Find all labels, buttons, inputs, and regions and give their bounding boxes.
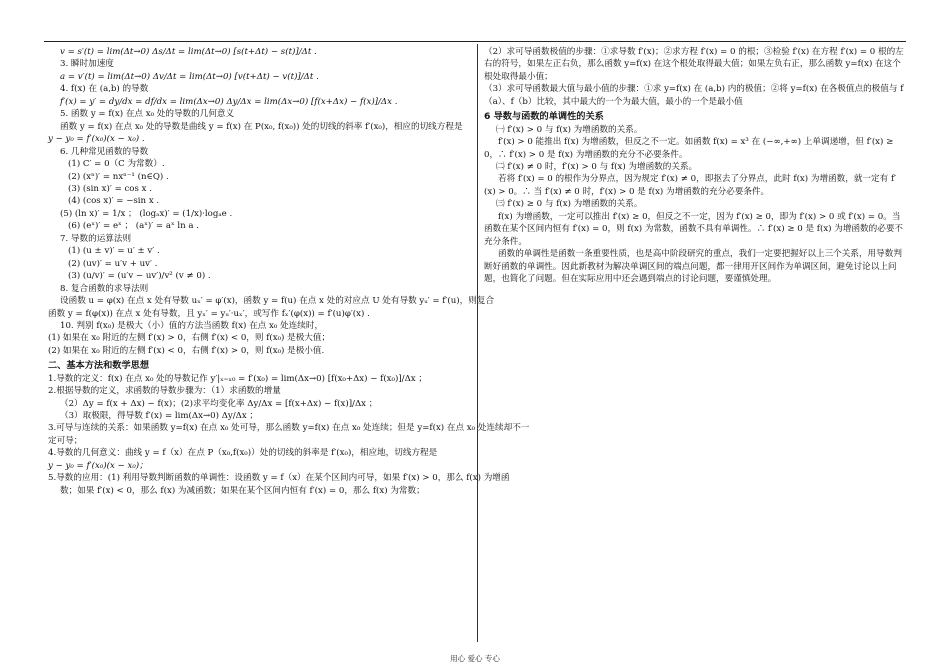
text-line: 5. 函数 y = f(x) 在点 x₀ 处的导数的几何意义: [60, 109, 235, 120]
text-line: (2) (xⁿ)′ = nxⁿ⁻¹ (n∈Q) .: [68, 171, 169, 182]
text-line: 3. 瞬时加速度: [60, 59, 114, 70]
text-paragraph: 若将 f′(x) = 0 的根作为分界点，因为规定 f′(x) ≠ 0，即抠去了分界点，此时 f(x) 为增函数，就一定有 f′(x) > 0。∴ 当 f′(x) ≠ 0 时，f′(x) > 0 是 f(x) 为增函数的充分必要条件。: [484, 174, 897, 197]
text-line: 数；如果 f′(x) < 0，那么 f(x) 为减函数；如果在某个区间内恒有 f′(x) = 0，那么 f(x) 为常数；: [60, 485, 425, 496]
text-line: v = s′(t) = lim(Δt→0) Δs/Δt = lim(Δt→0) [s(t+Δt) − s(t)]/Δt .: [60, 47, 317, 57]
text-line: 2.根据导数的定义，求函数的导数步骤为：（1）求函数的增量: [48, 386, 281, 397]
column-divider: [477, 44, 478, 642]
text-line: (3) (u/v)′ = (u′v − uv′)/v² (v ≠ 0) .: [68, 271, 211, 282]
text-paragraph: ㈢ f′(x) ≥ 0 与 f(x) 为增函数的关系。: [496, 199, 643, 210]
text-line: 函数 y = f(φ(x)) 在点 x 处有导数，且 yₓ′ = yᵤ′·uₓ′，或写作 fₓ′(φ(x)) = f′(u)φ′(x) .: [48, 308, 370, 319]
text-line: 5.导数的应用：(1) 利用导数判断函数的单调性：设函数 y = f（x）在某个区间内可导，如果 f′(x) > 0，那么 f(x) 为增函: [48, 473, 510, 484]
text-line: 10. 判别 f(x₀) 是极大（小）值的方法当函数 f(x) 在点 x₀ 处连续时，: [60, 320, 324, 331]
text-line: (4) (cos x)′ = −sin x .: [68, 196, 160, 207]
text-paragraph: （2）求可导函数极值的步骤：①求导数 f′(x)；②求方程 f′(x) = 0 的根；③检验 f′(x) 在方程 f′(x) = 0 根的左右的符号，如果左正右负，那么函数 y=f(x) 在这个根处取得最大值；如果左负右正，那么函数 y=f(x) 在这个根处取得最小值；: [484, 47, 904, 82]
text-paragraph: 函数的单调性是函数一条重要性质，也是高中阶段研究的重点，我们一定要把握好以上三个关系，用导数判断好函数的单调性。因此新教材为解决单调区间的端点问题，都一律用开区间作为单调区间，避免讨论以上问题，也简化了问题。但在实际应用中还会遇到端点的讨论问题，要谨慎处理。: [484, 249, 902, 285]
text-paragraph: ㈡ f′(x) ≠ 0 时，f′(x) > 0 与 f(x) 为增函数的关系。: [496, 161, 698, 172]
text-line: 4.导数的几何意义：曲线 y = f（x）在点 P（x₀,f(x₀)）处的切线的斜率是 f′(x₀)，相应地，切线方程是: [48, 448, 438, 459]
right-column: [484, 46, 904, 286]
text-line: a = v′(t) = lim(Δt→0) Δv/Δt = lim(Δt→0) [v(t+Δt) − v(t)]/Δt .: [60, 71, 319, 82]
section-heading: 6 导数与函数的单调性的关系: [484, 111, 604, 123]
text-line: (1) C′ = 0（C 为常数）.: [68, 159, 165, 170]
text-line: (5) (ln x)′ = 1/x ； (logₐx)′ = (1/x)·logₐe .: [60, 208, 233, 219]
section-heading: 二、基本方法和数学思想: [48, 360, 150, 372]
text-paragraph: （3）求可导函数最大值与最小值的步骤：①求 y=f(x) 在 (a,b) 内的极值；②将 y=f(x) 在各极值点的极值与 f（a）、f（b）比较，其中最大的一个为最大值，最小的一个是最小值: [484, 84, 904, 107]
text-line: 8. 复合函数的求导法则: [60, 283, 149, 294]
text-line: (1) (u ± v)′ = u′ ± v′ .: [68, 246, 160, 257]
page-footer: 用心 爱心 专心: [450, 654, 500, 663]
header-rule: [44, 41, 906, 42]
text-line: （3）取极限，得导数 f′(x) = lim(Δx→0) Δy/Δx ；: [60, 411, 259, 422]
text-line: 6. 几种常见函数的导数: [60, 146, 149, 157]
text-line: 1.导数的定义：f(x) 在点 x₀ 处的导数记作 y′|ₓ₌ₓ₀ = f′(x₀) = lim(Δx→0) [f(x₀+Δx) − f(x₀)]/Δx ；: [48, 373, 427, 384]
text-paragraph: f′(x) > 0 能推出 f(x) 为增函数，但反之不一定。如函数 f(x) = x³ 在 (−∞,+∞) 上单调递增，但 f′(x) ≥ 0，∴ f′(x) > 0 是 f(x) 为增函数的充分不必要条件。: [484, 137, 894, 160]
text-line: 函数 y = f(x) 在点 x₀ 处的导数是曲线 y = f(x) 在 P(x₀, f(x₀)) 处的切线的斜率 f′(x₀)，相应的切线方程是: [60, 121, 463, 132]
text-paragraph: ㈠ f′(x) > 0 与 f(x) 为增函数的关系。: [496, 124, 643, 135]
text-line: f′(x) = y′ = dy/dx = df/dx = lim(Δx→0) Δy/Δx = lim(Δx→0) [f(x+Δx) − f(x)]/Δx .: [60, 96, 398, 107]
text-paragraph: f(x) 为增函数，一定可以推出 f′(x) ≥ 0，但反之不一定，因为 f′(x) ≥ 0，即为 f′(x) > 0 或 f′(x) = 0。当函数在某个区间内恒有 f′(x) = 0，则 f(x) 为常数，函数不具有单调性。∴ f′(x) ≥ 0 是 f(x) 为增函数的必要不充分条件。: [484, 211, 904, 247]
text-line: (2) 如果在 x₀ 附近的左侧 f′(x) < 0，右侧 f′(x) > 0，则 f(x₀) 是极小值.: [48, 345, 325, 356]
text-line: y − y₀ = f′(x₀)(x − x₀)；: [48, 460, 148, 471]
text-line: (3) (sin x)′ = cos x .: [68, 183, 152, 194]
text-line: y − y₀ = f′(x₀)(x − x₀) .: [48, 134, 145, 145]
text-line: （2）Δy = f(x + Δx) − f(x)；(2)求平均变化率 Δy/Δx = [f(x+Δx) − f(x)]/Δx ；: [60, 398, 378, 409]
text-line: (2) (uv)′ = u′v + uv′ .: [68, 258, 158, 269]
text-line: 定可导；: [48, 435, 83, 446]
text-line: 4. f(x) 在 (a,b) 的导数: [60, 84, 149, 95]
left-column: [48, 46, 530, 497]
text-line: 设函数 u = φ(x) 在点 x 处有导数 uₓ′ = φ′(x)，函数 y = f(u) 在点 x 处的对应点 U 处有导数 yᵤ′ = f′(u)，则复合: [60, 296, 495, 307]
text-line: 7. 导数的运算法则: [60, 233, 132, 244]
text-line: (1) 如果在 x₀ 附近的左侧 f′(x) > 0，右侧 f′(x) < 0，则 f(x₀) 是极大值；: [48, 333, 331, 344]
text-line: 3.可导与连续的关系：如果函数 y=f(x) 在点 x₀ 处可导，那么函数 y=f(x) 在点 x₀ 处连续；但是 y=f(x) 在点 x₀ 处连续却不一: [48, 423, 530, 434]
text-line: (6) (eˣ)′ = eˣ ； (aˣ)′ = aˣ ln a .: [68, 221, 199, 232]
